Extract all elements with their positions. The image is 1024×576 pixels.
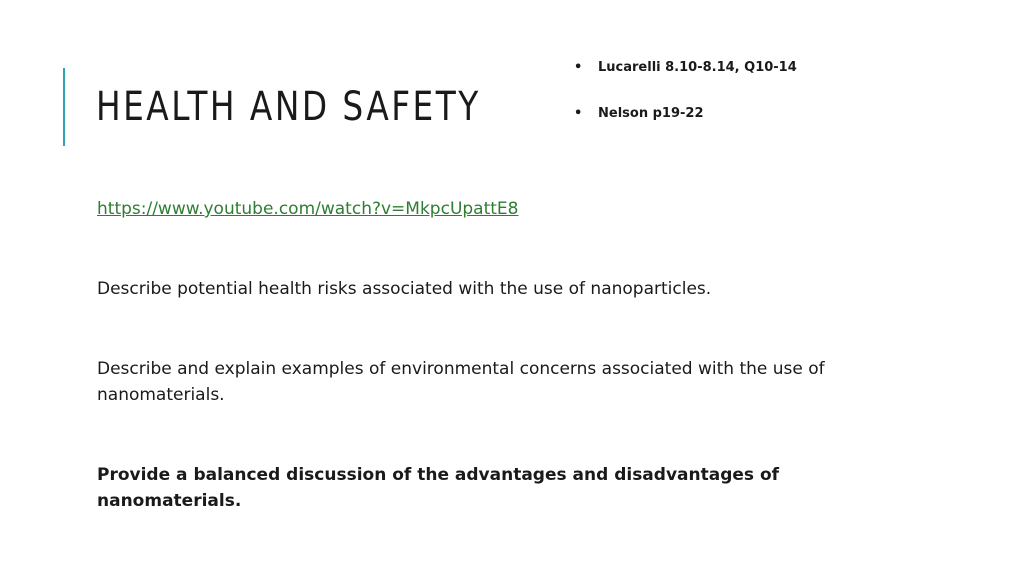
reference-item [574,58,797,78]
reference-item [574,104,797,124]
video-link-paragraph [97,196,907,222]
prompt-environmental-concerns: Describe and explain examples of environmental concerns associated with the use of nanomaterials. [97,359,825,405]
prompt-health-risks: Describe potential health risks associated with the use of nanoparticles. [97,279,712,299]
bullet-icon: • [574,60,583,75]
reference-text: Lucarelli 8.10-8.14, Q10-14 [598,60,797,75]
video-link[interactable]: https://www.youtube.com/watch?v=MkpcUpattE8 [97,199,519,219]
reference-text: Nelson p19-22 [598,106,704,121]
slide-title: HEALTH AND SAFETY [96,84,481,130]
bullet-icon: • [574,106,583,121]
title-accent-bar [63,68,65,146]
prompt-balanced-discussion: Provide a balanced discussion of the advantages and disadvantages of nanomaterials. [97,465,780,511]
reference-list [574,58,797,124]
